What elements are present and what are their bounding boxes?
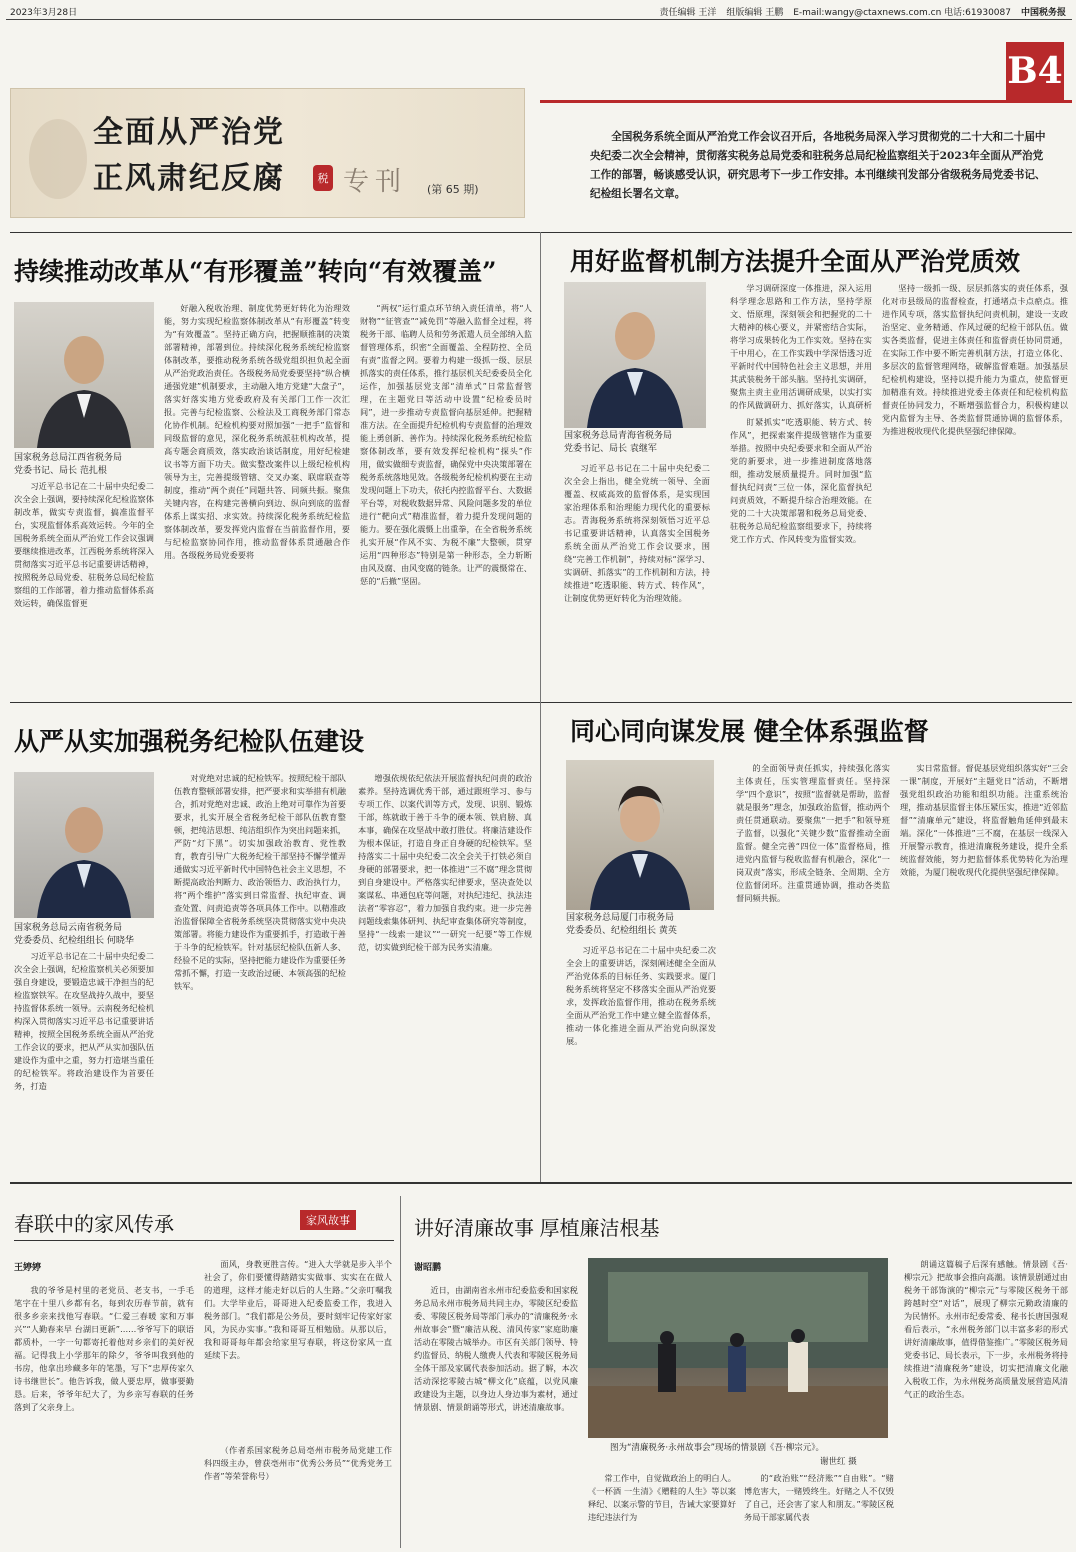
article-text: 学习调研深度一体推进，深入运用科学理念思路和工作方法，坚持学原文、悟原理，深刻领会和把握党的二十大精神的核心要义，并紧密结合实际，将学习成果转化为工作实效。坚持在实干中用心，在工作实践中学深悟透习近平新时代中国特色社会主义思想，并用其武装税务干部头脑。坚持扎实调研，聚焦主责主业用活调研成果，以实打实的作风做调研力、抓好落实，认真研析 bbox=[730, 283, 872, 410]
photo-caption: 图为“清廉税务·永州故事会”现场的情景剧《吾·柳宗元》。 bbox=[610, 1443, 824, 1453]
article-text: （作者系国家税务总局亳州市税务局党建工作科四级主办，曾获亳州市“优秀公务员”“优秀党务工作者”等荣誉称号） bbox=[204, 1445, 392, 1481]
author-caption bbox=[14, 922, 154, 948]
article-headline: 持续推动改革从“有形覆盖”转向“有效覆盖” bbox=[14, 257, 497, 286]
article-headline: 春联中的家风传承 bbox=[14, 1214, 174, 1236]
article-column bbox=[14, 480, 154, 692]
article-text: 盯紧抓实“吃透职能、转方式、转作风”，把探索案件提级管辖作为重要举措。按照中央纪委要求和全面从严治党的新要求，进一步推进制度落地落细，推动发展质量提升。同时加强“监督执纪问责”三位一体，深化监督执纪问责质效，不断提升综合治理效能。在党的二十大决策部署和税务总局党委、驻税务总局纪检监察组要求下，持续将党工作方式、作风转变为监督实效。 bbox=[730, 417, 872, 544]
article-column bbox=[174, 772, 346, 1172]
article-column bbox=[882, 282, 1068, 694]
article-column bbox=[414, 1284, 578, 1540]
stage-scene bbox=[588, 1258, 888, 1438]
article-headline: 讲好清廉故事 厚植廉洁根基 bbox=[414, 1218, 660, 1240]
divider bbox=[10, 702, 1072, 703]
article-text: 实日常监督。督促基层党组织落实好“三会一课”制度，开展好“主题党日”活动，不断增强党组织政治功能和组织功能。注重系统治理，推动基层监督主体压紧压实，推进“近邻监督”“清廉单元”建设，将监督触角延伸到最末端。深化“一体推进”三不腐，在基层一线深入开展警示教育，推进清廉税务建设，提升全系统监督效能，努力把监督体系优势转化为治理效能，为厦门税收现代化提供坚强纪律保障。 bbox=[900, 763, 1068, 877]
author-org: 国家税务总局云南省税务局 bbox=[14, 923, 123, 933]
divider bbox=[400, 1196, 401, 1548]
special-column-banner bbox=[10, 88, 525, 218]
banner-decoration bbox=[29, 119, 87, 199]
article-headline: 同心同向谋发展 健全体系强监督 bbox=[570, 717, 929, 746]
banner-kan-label: 专刊 bbox=[343, 167, 408, 197]
photo-credit: 谢世红 摄 bbox=[820, 1457, 857, 1467]
article-text: 常工作中，自觉做政治上的明白人。《一杯酒 一生清》《赠鞋的人生》等以案释纪、以案示警的节目，告诫大家要算好违纪违法行为 bbox=[588, 1473, 736, 1522]
article-text: 我的爷爷是村里的老党员、老支书，一手毛笔字在十里八乡都有名，每到农历春节前，就有很多乡亲来找他写春联。“仁爱三春暖 家和万事兴”“人勤春来早 台湖日更新”……爷爷写下的联语都质朴，一字一句都寄托着他对乡亲们的美好祝福。记得我上小学那年的除夕，爷爷叫我到他的书房，他拿出珍藏多年的笔墨，写下“忠厚传家久 诗书继世长”。他告诉我，做人要忠厚，做事要勤恳。后来，爷爷年纪大了，为乡亲写春联的任务落到了父亲身上。 bbox=[14, 1285, 194, 1412]
article-column bbox=[588, 1472, 736, 1544]
article-column bbox=[566, 944, 716, 1172]
author-photo bbox=[566, 760, 714, 910]
issue-date: 2023年3月28日 bbox=[10, 8, 78, 18]
article-text: 增强依规依纪依法开展监督执纪问责的政治素养。坚持选调优秀干部，通过跟班学习、参与专项工作、以案代训等方式，发现、识别、锻炼干部，练就敢于善于斗争的硬本领、铁肩膀、真本事，确保在攻坚战中敢打胜仗。将廉洁建设作为根本保证，打造自身正自身硬的纪检铁军。坚持落实二十届中央纪委二次全会关于打铁必须自身硬的部署要求，把一体推进“三不腐”理念贯彻到自身建设中。严格落实纪律要求，坚决查处以案谋私、串通包庇等问题，对执纪违纪、执法违法者“零容忍”，着力加强自我约束。进一步完善问题线索集体研判、执纪审查集体研究等制度，坚持“一线索一建议”“一研究一纪要”等工作规范，切实做到纪检干部为民务实清廉。 bbox=[358, 773, 532, 952]
banner-issue-number: (第 65 期) bbox=[427, 183, 479, 196]
author-org: 国家税务总局江西省税务局 bbox=[14, 453, 123, 463]
author-caption bbox=[566, 912, 716, 938]
author-caption bbox=[14, 452, 154, 478]
article-column bbox=[204, 1258, 392, 1438]
article-column bbox=[730, 416, 872, 694]
article-column bbox=[900, 762, 1068, 1172]
portrait-figure bbox=[29, 318, 139, 448]
article-text: 对党绝对忠诚的纪检铁军。按照纪检干部队伍教育整顿部署安排，把严要求和实举措有机融合，抓对党绝对忠诚、政治上绝对可靠作为首要要求，扎实开展全省税务纪检干部队伍教育整顿，把纯洁思想、纯洁组织作为突出问题来抓，严防“灯下黑”。切实加强政治教育、党性教育，教育引导广大税务纪检干部坚持不懈学懂弄通做实习近平新时代中国特色社会主义思想，不断提高政治判断力、政治领悟力、政治执行力，将“两个维护”落实到日常监督、执纪审查、调查处置、问责追责等各项具体工作中。以精准政治监督保障全省税务系统坚决贯彻落实党中央决策部署。将能力建设作为重要抓手，打造敢于善于斗争的纪检铁军。针对基层纪检队伍新人多、经验不足的实际，坚持把能力建设作为重要任务常抓不懈，打造一支政治过硬、本领高强的纪检铁军。 bbox=[174, 773, 346, 991]
article-column bbox=[736, 762, 890, 1172]
divider bbox=[540, 232, 541, 702]
banner-title-line1: 全面从严治党 bbox=[93, 115, 285, 150]
article-text: 的“政治账”“经济账”“自由账”。“赌博危害大，一赌毁终生。好赌之人不仅毁了自己，还会害了家人和朋友。”零陵区税务局干部家属代表 bbox=[744, 1473, 894, 1522]
article-author: 谢昭鹏 bbox=[414, 1263, 442, 1273]
article-column bbox=[14, 1284, 194, 1546]
article-column bbox=[904, 1258, 1068, 1544]
contact-info: E-mail:wangy@ctaxnews.com.cn 电话:61930087 bbox=[793, 8, 1011, 18]
article-column bbox=[744, 1472, 894, 1544]
author-photo bbox=[14, 772, 154, 918]
banner-title-line2: 正风肃纪反腐 bbox=[93, 161, 285, 196]
author-caption bbox=[564, 430, 710, 456]
article-headline: 从严从实加强税务纪检队伍建设 bbox=[14, 727, 365, 756]
layout-credit: 组版编辑 王鹏 bbox=[726, 8, 784, 18]
divider bbox=[540, 702, 541, 1182]
divider bbox=[10, 1182, 1072, 1184]
article-column bbox=[730, 282, 872, 412]
newspaper-name: 中国税务报 bbox=[1020, 8, 1066, 18]
banner-seal: 税 bbox=[313, 165, 333, 191]
header-credits bbox=[659, 5, 1066, 18]
article-headline: 用好监督机制方法提升全面从严治党质效 bbox=[570, 247, 1021, 276]
page-number: B4 bbox=[1006, 42, 1064, 100]
article-text: 习近平总书记在二十届中央纪委二次全会上指出，健全党统一领导、全面覆盖、权威高效的监督体系，是实现国家治理体系和治理能力现代化的重要标志。青海税务系统将深刻领悟习近平总书记重要讲话精神，认真落实全国税务系统全面从严治党工作会议要求，围绕“完善工作机制”，持续对标“深学习、实调研、抓落实”的工作机制和方法，持续推进“吃透职能、转方式、转作风”，让制度优势更好转化为治理效能。 bbox=[564, 463, 710, 603]
column-tag: 家风故事 bbox=[300, 1210, 356, 1230]
article-text: 朗诵这篇稿子后深有感触。情景剧《吾·柳宗元》把故事会推向高潮。该情景剧通过由税务干部饰演的“柳宗元”与零陵区税务干部跨越时空“对话”，展现了柳宗元勤政清廉的为民情怀。永州市纪委常委、秘书长唐国强观看后表示，“永州税务部门以丰富多彩的形式讲好清廉故事，值得借鉴推广。”零陵区税务局党委书记、局长表示，下一步，永州税务将持续推进“清廉税务”建设，切实把清廉文化融入税收工作，为永州税务高质量发展营造风清气正的政治生态。 bbox=[904, 1259, 1068, 1399]
author-title: 党委书记、局长 范扎根 bbox=[14, 466, 107, 476]
article-column bbox=[360, 302, 532, 692]
article-text: 好融入税收治理、制度优势更好转化为治理效能，努力实现纪检监察体制改革从“有形覆盖”转变为“有效覆盖”。坚持正确方向，把握顺推制的决策部署精神，部署到位。持续深化税务系统纪检监察体制改革，要推动税务系统各级党组织担负起全面从严治党政治责任。各级税务局党委要坚持“纵合横通强党建”机制要求，主动融入地方党建“大盘子”，落实好落实地方党委政府及有关部门工作一次汇报。完善与纪检监察、公检法及工商税务部门常态化协作机制。纪检机构要对照加强“一把手”监督和同级监督的意见，深化税务系统派驻机构改革，提高专题会商质效，落实政治谈话制度，用好纪检建议书等方面下功夫。做实整改案件以上级纪检机构领导为主，完善提级管辖、交叉办案、联席联查等制度，推动“两个责任”同题共答、同频共振。聚焦关键内容，在构建完善横向到边、纵向到底的监督体系上谋实招、求实效。持续深化税务系统纪检监察体制改革，要发挥党内监督在当前监督作用，要与纪检监察协同作用，推动监督体系贯通融合作用。各级税务局党委要将 bbox=[164, 303, 350, 560]
editor-intro: 全国税务系统全面从严治党工作会议召开后，各地税务局深入学习贯彻党的二十大和二十届中央纪委二次全会精神，贯彻落实税务总局党委和驻税务总局纪检监察组关于2023年全面从严治党工作的部署，畅谈感受认识，研究思考下一步工作安排。本刊继续刊发部分省级税务局党委书记、纪检组长署名文章。 bbox=[590, 131, 1046, 200]
divider bbox=[14, 1240, 394, 1241]
editor-credit: 责任编辑 王洋 bbox=[659, 8, 717, 18]
article-author: 王婷婷 bbox=[14, 1263, 42, 1273]
article-text: 面风，身教更胜言传。“进入大学就是步入半个社会了，你们要懂得踏踏实实做事、实实在在做人的道理，这样才能走好以后的人生路。”父亲叮嘱我们。大学毕业后，哥哥进入纪委监委工作，我进入税务部门。“我们都是公务员，要时刻牢记传家好家风，为民办实事。”我和哥哥互相勉励。从那以后，我和哥哥每年都会给家里写春联，将这份家风一直延续下去。 bbox=[204, 1259, 392, 1360]
author-org: 国家税务总局青海省税务局 bbox=[564, 431, 673, 441]
article-column bbox=[564, 462, 710, 694]
article-text: 的全面领导责任抓实，持续强化落实主体责任，压实管理监督责任。坚持深学“四个意识”，按照“监督就是帮助，监督就是服务”理念，加强政治监督，推动两个责任贯通联动。要聚焦“一把手”和领导班子监督，以强化“关键少数”监督推动全面监督。健全完善“四位一体”监督格局，推进党内监督与税收监督有机融合，深化“一岗双责”落实，形成全链条、全周期、全方位监督闭环。注重贯通协调，推动各类监督同频共振。 bbox=[736, 763, 890, 903]
portrait-figure bbox=[579, 294, 691, 428]
event-photo bbox=[588, 1258, 888, 1438]
author-photo bbox=[14, 302, 154, 448]
portrait-figure bbox=[29, 788, 139, 918]
article-text: 习近平总书记在二十届中央纪委二次全会上的重要讲话，深刻阐述健全全面从严治党体系的目标任务、实践要求。厦门税务系统将坚定不移落实全面从严治党要求，发挥政治监督作用，推动在税务系统全面从严治党工作中建立健全监督体系，推动一体化推进全面从严治党向纵深发展。 bbox=[566, 945, 716, 1046]
author-org: 国家税务总局厦门市税务局 bbox=[566, 913, 675, 923]
page-header-bar bbox=[6, 4, 1072, 20]
article-text: 近日，由湖南省永州市纪委监委和国家税务总局永州市税务局共同主办，零陵区纪委监委、零陵区税务局等部门承办的“清廉税务·永州故事会”暨“廉洁从税、清风传家”家庭助廉活动在零陵古城举办。市区有关部门领导、特约监督员、纳税人缴费人代表和零陵区税务局全体干部及家属代表参加活动。据了解，本次活动深挖零陵古城“柳文化”底蕴，以党风廉政建设为主题，以身边人身边事为素材，通过情景剧、情景朗诵等形式，讲述清廉故事。 bbox=[414, 1285, 578, 1412]
author-title: 党委书记、局长 袁继军 bbox=[564, 444, 657, 454]
article-column bbox=[14, 950, 154, 1172]
author-title: 党委委员、纪检组组长 黄英 bbox=[566, 926, 677, 936]
article-text: 坚持一级抓一级、层层抓落实的责任体系，强化对市县级局的监督检查，打通堵点卡点瘀点。推进作风专项，落实监督执纪问责机制，建设一支政治坚定、业务精通、作风过硬的纪检干部队伍。做实各类监督，促进主体责任和监督责任协同贯通，在实际工作中要不断完善机制方法，打造立体化、多层次的监督管理网络，破解监督难题。加强基层纪检机构建设，坚持以提升能力为重点，使监督更加精准有效。持续推进党委主体责任和纪检机构监督责任协同发力，不断增强监督合力，积极构建以党内监督为主导、各类监督贯通协调的监督体系，为推进税收现代化提供坚强纪律保障。 bbox=[882, 283, 1068, 436]
author-title: 党委委员、纪检组组长 何晓华 bbox=[14, 936, 134, 946]
article-column bbox=[358, 772, 532, 1172]
article-column bbox=[164, 302, 350, 692]
red-rule bbox=[540, 100, 1072, 103]
portrait-figure bbox=[582, 774, 698, 910]
article-text: 习近平总书记在二十届中央纪委二次全会上强调，纪检监察机关必须要加强自身建设，要锻造忠诚干净担当的纪检监察铁军。在攻坚战持久战中，要坚持监督体系统一领导。云南税务纪检机构深入贯彻落实习近平总书记重要讲话精神，按照全国税务系统全面从严治党工作会议的要求，把从严从实加强队伍建设作为重中之重，努力打造堪当重任的纪检铁军。将政治建设作为首要任务，打造 bbox=[14, 951, 154, 1091]
article-text: “两权”运行重点环节纳入责任清单，将“人财物”“征管查”“减免罚”等融入监督全过程，将税务干部、临聘人员和劳务派遣人员全部纳入监督管理体系，织密“全面覆盖、全程防控、全员有责”监督之网。要着力构建一级抓一级、层层抓落实的责任体系，推行基层机关纪委委员全化运作，加强基层党支部“清单式”日常监督管理，在主题党日等活动中设置“纪检委员时间”，进一步推动专责监督向基层延伸。把握精准方法。在全面提升纪检机构专责监督的治理效能上勇创新、善作为。持续深化税务系统纪检监察体制改革，要有效发挥纪检机构“探头”作用，做实做细专责监督，确保党中央决策部署在税务系统落地见效。各级税务纪检机构要在主动发现问题上下功夫，依托内控监督平台、大数据平台等，对税收数据异常、风险问题多发的单位进行“靶向式”精准监督，着力提升发现问题的能力。要在强化震慑上出重拳，在全省税务系统扎实开展“作风不实、为税不廉”大整顿，贯穿运用“四种形态”特别是第一种形态，全力斩断由风及腐、由风变腐的链条。让严的震慑常在、惩的“后撤”坚固。 bbox=[360, 303, 532, 586]
author-photo bbox=[564, 282, 706, 428]
article-column bbox=[204, 1444, 392, 1544]
article-text: 习近平总书记在二十届中央纪委二次全会上强调，要持续深化纪检监察体制改革，做实专责监督，搞准监督平台，实现监督体系高效运转。今年的全国税务系统全面从严治党工作会议强调要继续推进改革，江西税务系统将深入贯彻落实习近平总书记重要讲话精神，按照税务总局党委、驻税务总局纪检监察组的工作部署，着力推动监督体系高效运转，确保监督更 bbox=[14, 481, 154, 608]
